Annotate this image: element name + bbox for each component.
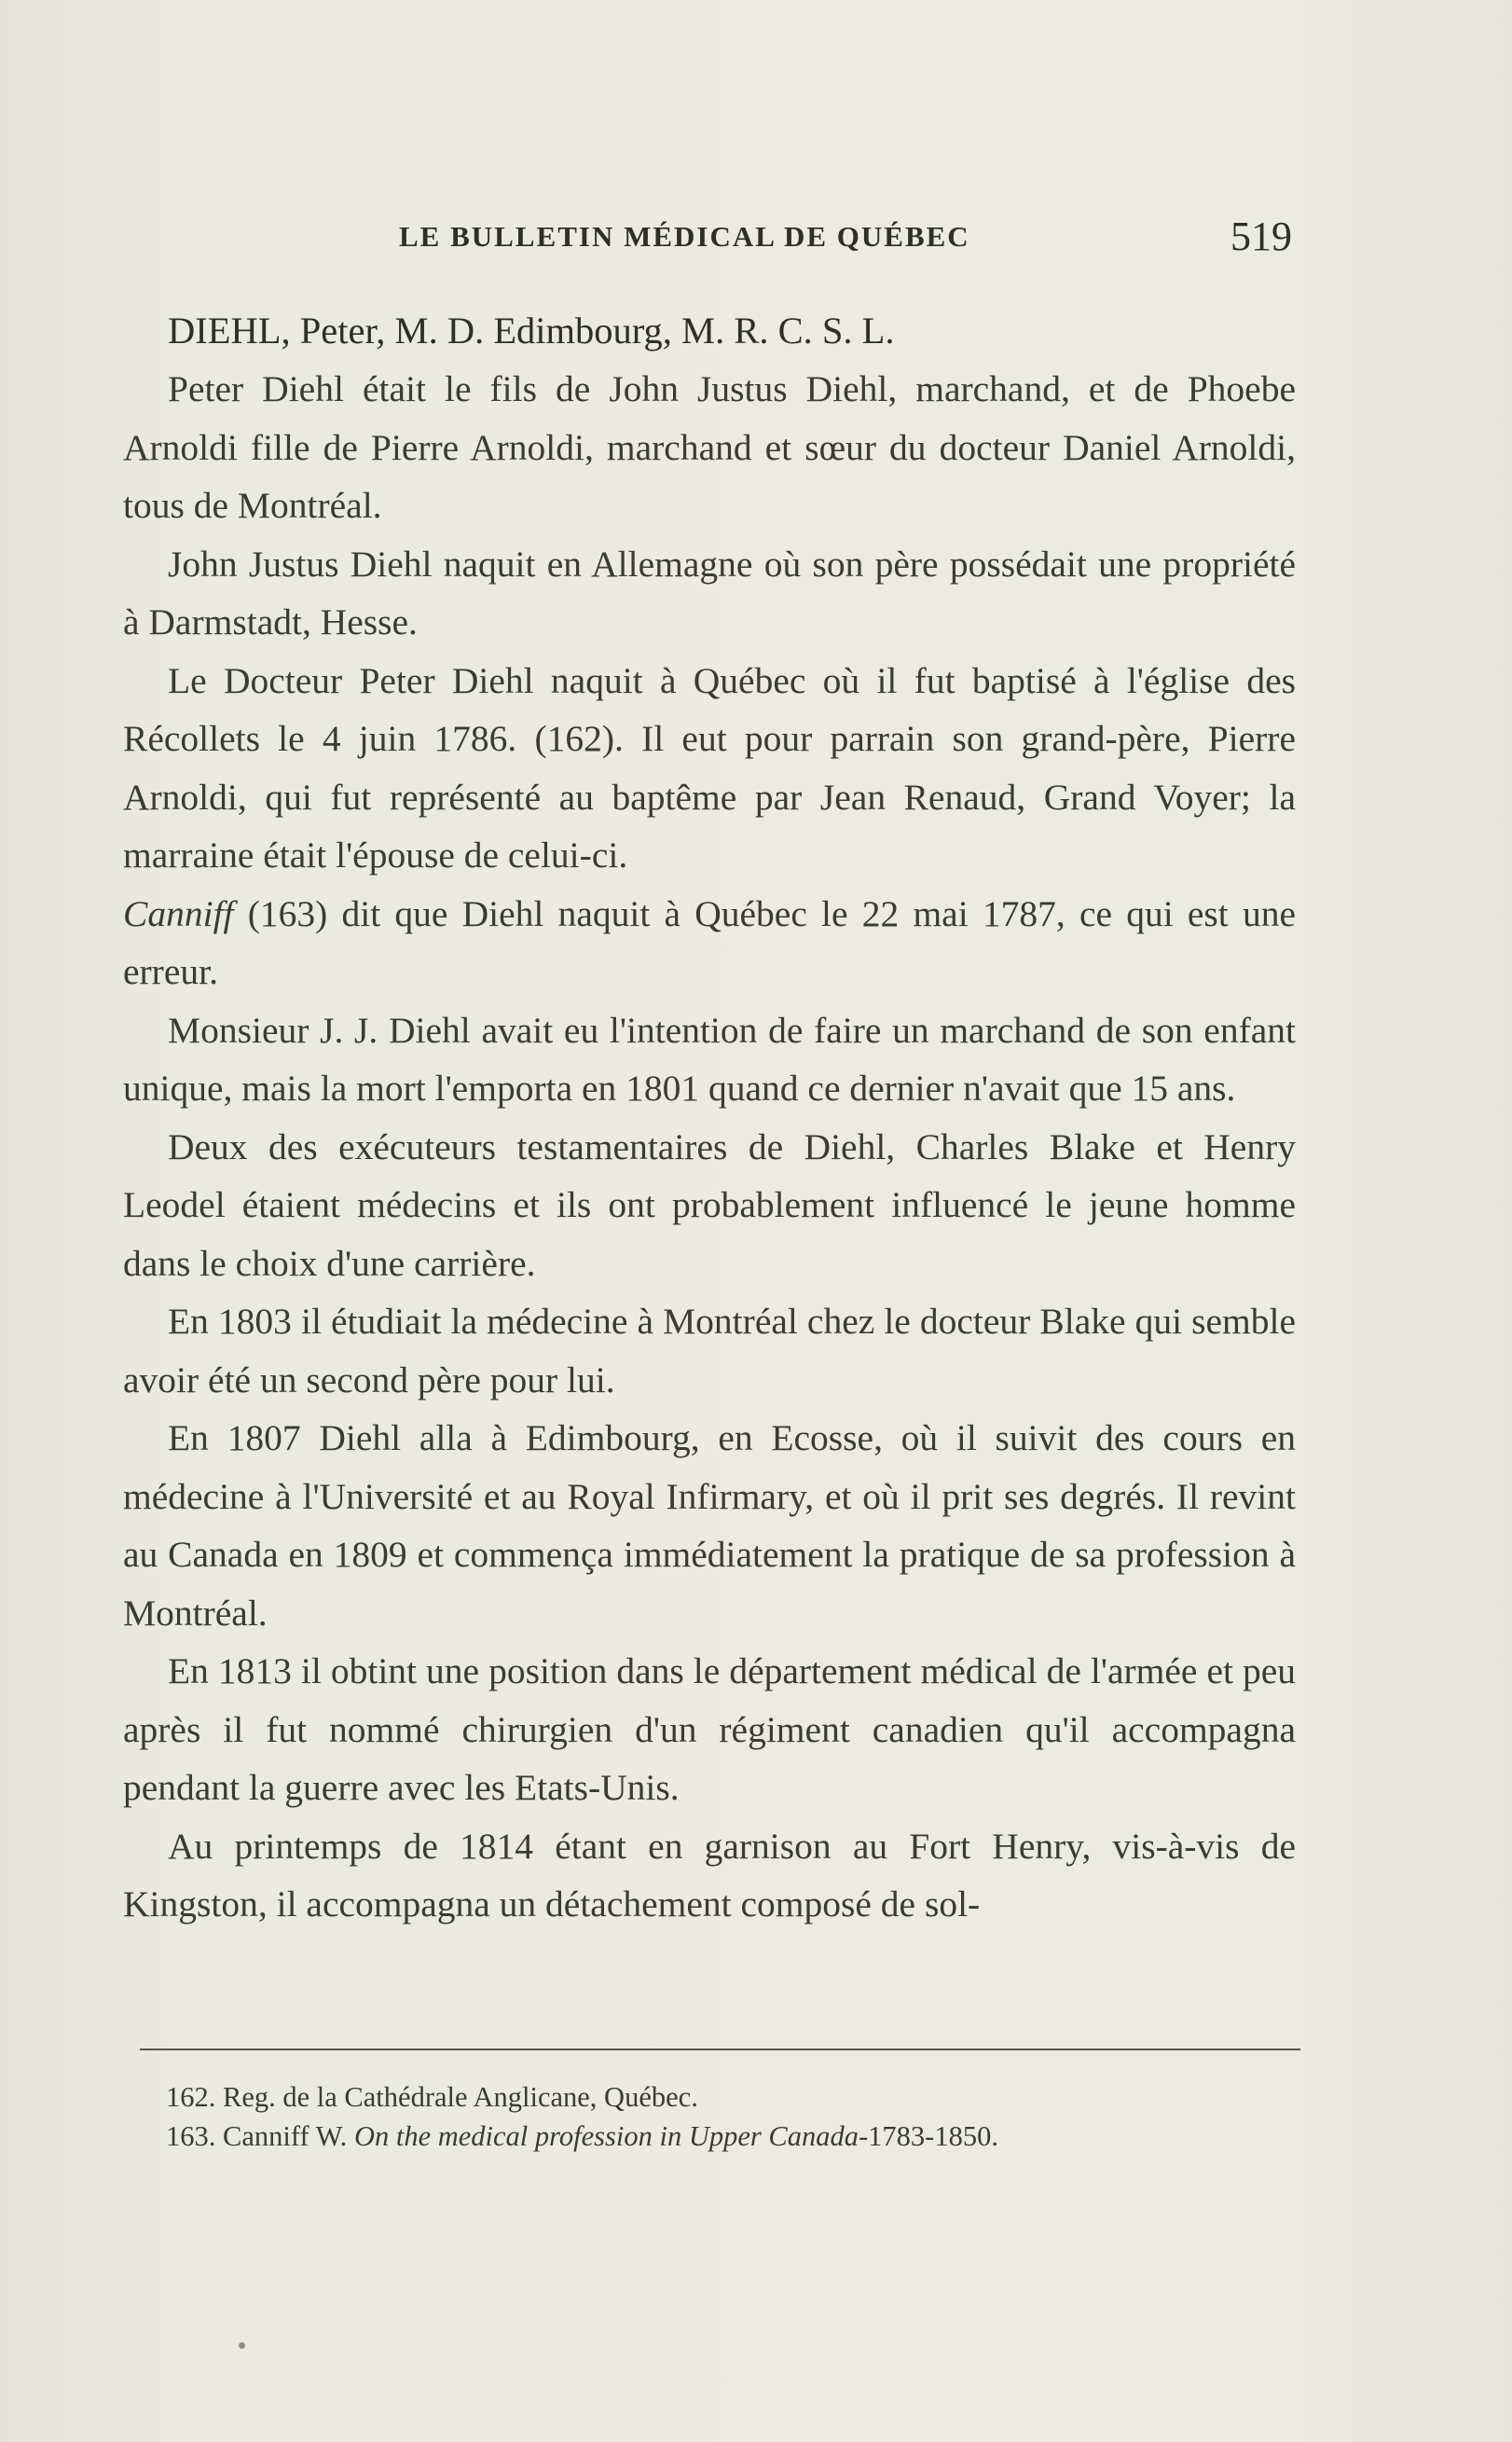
canniff-citation-text: (163) dit que Diehl naquit à Québec le 22 mai 1787, ce qui est une erreur. [123, 892, 1296, 992]
running-head-title: LE BULLETIN MÉDICAL DE QUÉBEC [399, 220, 970, 253]
footnotes [166, 2077, 1303, 2156]
running-head [0, 216, 1512, 263]
footnote-number: 162. [166, 2081, 216, 2113]
paragraph-parentage: Peter Diehl était le fils de John Justus Diehl, marchand, et de Phoebe Arnoldi fille de Pierre Arnoldi, marchand et sœur du docteur Daniel Arnoldi, tous de Montréal. [123, 368, 1296, 526]
paragraph-father-death: Monsieur J. J. Diehl avait eu l'intention de faire un marchand de son enfant unique, mais la mort l'emporta en 1801 quand ce dernier n'avait que 15 ans. [123, 1009, 1296, 1109]
footnote-prefix: Canniff W. [223, 2120, 354, 2152]
canniff-citation-author: Canniff [123, 892, 234, 934]
paragraph-studies-montreal: En 1803 il étudiait la médecine à Montréal chez le docteur Blake qui semble avoir été un second père pour lui. [123, 1301, 1296, 1400]
page-number: 519 [1230, 214, 1292, 259]
footnote-text: Reg. de la Cathédrale Anglicane, Québec. [223, 2081, 698, 2113]
entry-heading: DIEHL, Peter, M. D. Edimbourg, M. R. C. S. L. [168, 310, 895, 352]
birth-baptism-text: Le Docteur Peter Diehl naquit à Québec où il fut baptisé à l'église des Récollets le 4 juin 1786. (162). Il eut pour parrain son grand-père, Pierre Arnoldi, qui fut représenté au baptême par Jean Renaud, Grand Voyer; la marraine était l'épouse de celui-ci. [123, 659, 1296, 876]
footnote-divider [140, 2049, 1300, 2050]
paragraph-birth-baptism [123, 652, 1296, 1001]
footnote-163 [166, 2117, 1303, 2156]
footnote-suffix: -1783-1850. [859, 2120, 998, 2152]
paragraph-executors: Deux des exécuteurs testamentaires de Diehl, Charles Blake et Henry Leodel étaient médecins et ils ont probablement influencé le jeune homme dans le choix d'une carrière. [123, 1125, 1296, 1284]
paragraph-edinburgh: En 1807 Diehl alla à Edimbourg, en Ecosse, où il suivit des cours en médecine à l'Université et au Royal Infirmary, et où il prit ses degrés. Il revint au Canada en 1809 et commença immédiatement la pratique de sa profession à Montréal. [123, 1417, 1296, 1634]
footnote-number: 163. [166, 2120, 216, 2152]
paragraph-army-service: En 1813 il obtint une position dans le département médical de l'armée et peu après il fut nommé chirurgien d'un régiment canadien qu'il accompagna pendant la guerre avec les Etats-Unis. [123, 1650, 1296, 1808]
paragraph-fort-henry: Au printemps de 1814 étant en garnison au Fort Henry, vis-à-vis de Kingston, il accompagna un détachement composé de sol- [123, 1825, 1296, 1925]
footnote-162 [166, 2077, 1303, 2117]
footnote-title: On the medical profession in Upper Canada [353, 2120, 859, 2152]
body-text [123, 302, 1296, 1934]
paragraph-father-origin: John Justus Diehl naquit en Allemagne où son père possédait une propriété à Darmstadt, Hesse. [123, 543, 1296, 642]
paper-speck [239, 2342, 245, 2349]
